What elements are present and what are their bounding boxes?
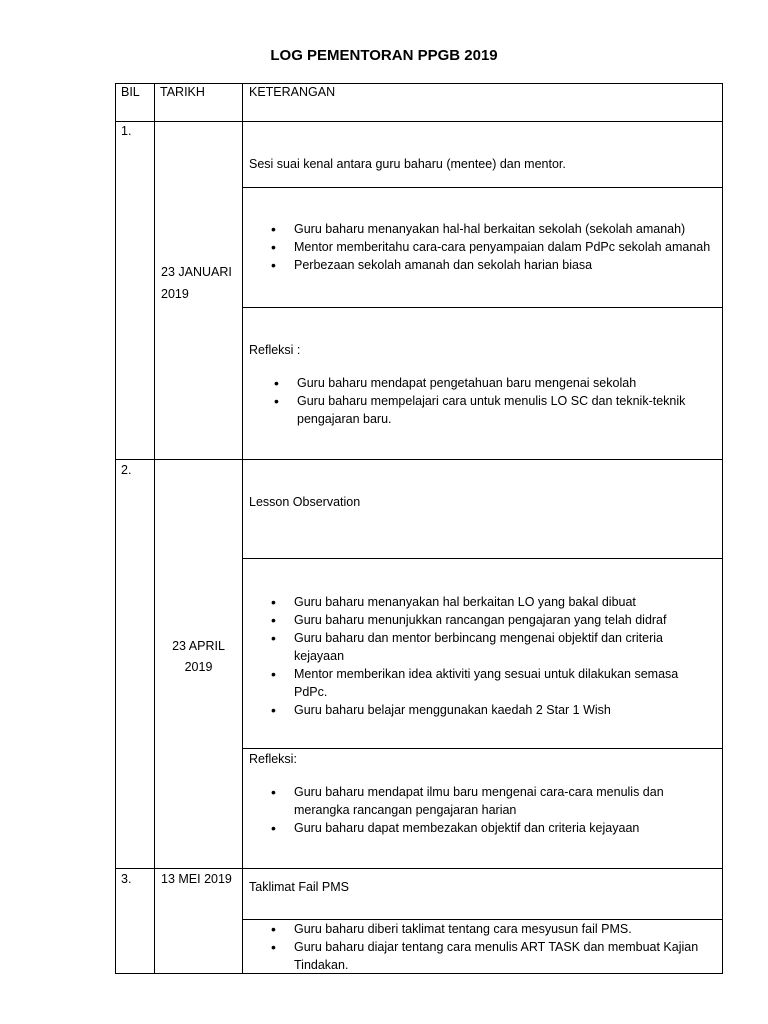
list-item-line: merangka rancangan pengajaran harian <box>294 803 517 817</box>
table-divider-tarikh <box>242 83 243 974</box>
list-item: • Perbezaan sekolah amanah dan sekolah harian biasa <box>271 256 710 274</box>
row3-tarikh: 13 MEI 2019 <box>161 872 232 886</box>
row2-tarikh-line1: 23 APRIL <box>172 639 225 653</box>
table-border-top <box>115 83 723 84</box>
row1-sub-line-1 <box>242 187 723 188</box>
list-item: • Mentor memberitahu cara-cara penyampaian dalam PdPc sekolah amanah <box>271 238 710 256</box>
list-item-line: Tindakan. <box>294 958 349 972</box>
row1-tarikh-line2: 2019 <box>161 287 189 301</box>
list-item <box>271 920 698 938</box>
list-item-line: Guru baharu menunjukkan rancangan pengajaran yang telah didraf <box>294 613 667 627</box>
list-item-line: Mentor memberikan idea aktiviti yang sesuai untuk dilakukan semasa <box>294 667 679 681</box>
table-divider-bil <box>154 83 155 974</box>
list-item-line: Guru baharu diajar tentang cara menulis ART TASK dan membuat Kajian <box>294 940 699 954</box>
list-item-line: Guru baharu belajar menggunakan kaedah 2 Star 1 Wish <box>294 703 611 717</box>
row1-tarikh-line1: 23 JANUARI <box>161 265 232 279</box>
header-keterangan: KETERANGAN <box>249 85 336 99</box>
list-item-line: pengajaran baru. <box>297 412 392 426</box>
table-border-left <box>115 83 116 974</box>
row1-points-list <box>271 220 710 274</box>
list-item-line: Guru baharu diberi taklimat tentang cara mesyusun fail PMS. <box>294 922 632 936</box>
list-item <box>271 665 678 701</box>
row2-tarikh-line2: 2019 <box>184 660 213 674</box>
row2-refleksi-label: Refleksi: <box>249 752 297 766</box>
table-border-right <box>722 83 723 974</box>
row2-points-list <box>271 593 678 719</box>
list-item <box>271 938 698 974</box>
list-item <box>274 392 685 428</box>
row2-sub-line-1 <box>242 558 723 559</box>
list-item-line: Guru baharu mendapat pengetahuan baru mengenai sekolah <box>297 376 637 390</box>
row2-bottom-line <box>115 868 723 869</box>
list-item-line: Guru baharu menanyakan hal berkaitan LO yang bakal dibuat <box>294 595 636 609</box>
row2-topic: Lesson Observation <box>249 495 361 509</box>
list-item <box>271 611 678 629</box>
row1-bottom-line <box>115 459 723 460</box>
row3-bil: 3. <box>121 872 132 886</box>
row1-refleksi-label: Refleksi : <box>249 343 301 357</box>
row1-bil: 1. <box>121 124 132 138</box>
list-item-line: Guru baharu dan mentor berbincang mengenai objektif dan criteria <box>294 631 663 645</box>
list-item-line: Guru baharu mendapat ilmu baru mengenai cara-cara menulis dan <box>294 785 664 799</box>
list-item <box>271 629 678 665</box>
row2-bil: 2. <box>121 463 132 477</box>
list-item-line: kejayaan <box>294 649 345 663</box>
list-item <box>271 819 664 837</box>
header-bottom-line <box>115 121 723 122</box>
list-item: • Guru baharu menanyakan hal-hal berkaitan sekolah (sekolah amanah) <box>271 220 710 238</box>
row1-topic: Sesi suai kenal antara guru baharu (mentee) dan mentor. <box>249 157 566 171</box>
row2-sub-line-2 <box>242 748 723 749</box>
header-tarikh: TARIKH <box>160 85 205 99</box>
row1-refleksi-list <box>274 374 685 428</box>
page-title: LOG PEMENTORAN PPGB 2019 <box>270 47 498 64</box>
list-item <box>271 701 678 719</box>
list-item <box>271 783 664 819</box>
list-item-line: PdPc. <box>294 685 328 699</box>
row1-sub-line-2 <box>242 307 723 308</box>
list-item-line: Guru baharu dapat membezakan objektif dan criteria kejayaan <box>294 821 640 835</box>
row3-topic: Taklimat Fail PMS <box>249 880 350 894</box>
list-item-line: Guru baharu mempelajari cara untuk menulis LO SC dan teknik-teknik <box>297 394 686 408</box>
row2-refleksi-list <box>271 783 664 837</box>
row3-points-list <box>271 920 698 974</box>
list-item <box>271 593 678 611</box>
header-bil: BIL <box>121 85 140 99</box>
list-item <box>274 374 685 392</box>
